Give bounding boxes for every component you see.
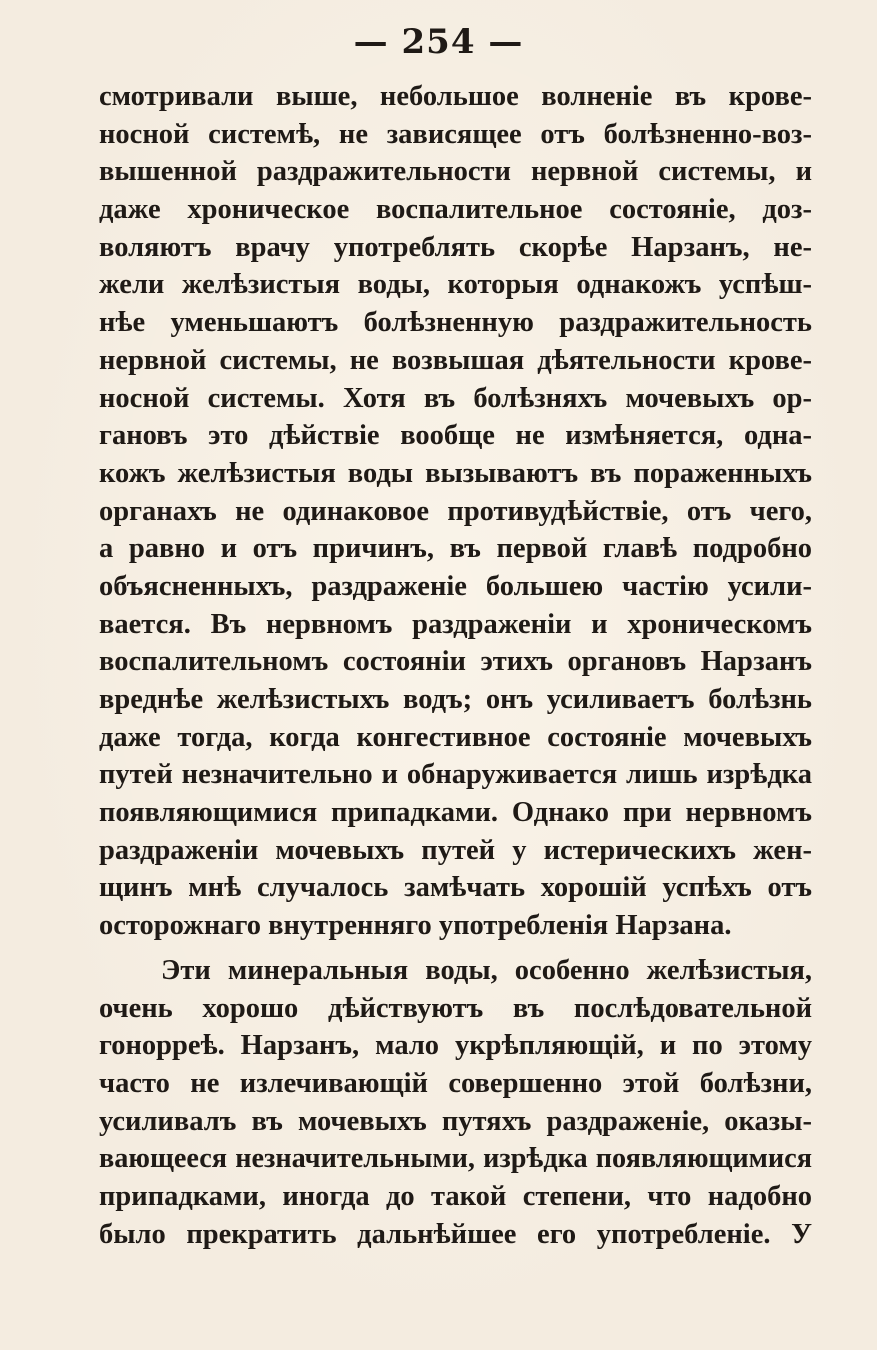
paragraph-1 [99, 78, 812, 945]
text-line: вается. Въ нервномъ раздраженіи и хроническомъ [99, 608, 812, 640]
text-line: нервной системы, не возвышая дѣятельности крове- [99, 344, 812, 376]
text-line: даже хроническое воспалительное состояніе, доз- [99, 194, 812, 226]
text-line: появляющимися припадками. Однако при нервномъ [99, 797, 812, 829]
text-line: а равно и отъ причинъ, въ первой главѣ подробно [99, 533, 812, 565]
paragraph-2 [99, 952, 812, 1254]
text-line: гонорреѣ. Нарзанъ, мало укрѣпляющій, и по этому [99, 1030, 812, 1062]
text-line: жели желѣзистыя воды, которыя однакожъ успѣш- [99, 269, 812, 301]
text-line: кожъ желѣзистыя воды вызываютъ въ пораженныхъ [99, 457, 812, 489]
text-line: носной системы. Хотя въ болѣзняхъ мочевыхъ ор- [99, 382, 812, 414]
text-line: вышенной раздражительности нервной системы, и [99, 156, 812, 188]
text-line: щинъ мнѣ случалось замѣчать хорошій успѣхъ отъ [99, 872, 812, 904]
text-line: часто не излечивающій совершенно этой болѣзни, [99, 1067, 812, 1099]
text-line: усиливалъ въ мочевыхъ путяхъ раздраженіе, оказы- [99, 1105, 812, 1137]
text-line: воляютъ врачу употреблять скорѣе Нарзанъ, не- [99, 231, 812, 263]
text-line: гановъ это дѣйствіе вообще не измѣняется, одна- [99, 420, 812, 452]
text-line: объясненныхъ, раздраженіе большею частію усили- [99, 570, 812, 602]
text-line: раздраженіи мочевыхъ путей у истерическихъ жен- [99, 834, 812, 866]
text-line: смотривали выше, небольшое волненіе въ крове- [99, 81, 812, 112]
text-line: даже тогда, когда конгестивное состояніе мочевыхъ [99, 721, 812, 753]
text-line: очень хорошо дѣйствуютъ въ послѣдовательной [99, 992, 812, 1024]
text-line: припадками, иногда до такой степени, что надобно [99, 1180, 812, 1212]
body-text [99, 78, 812, 1253]
text-line: Эти минеральныя воды, особенно желѣзистыя, [161, 954, 812, 986]
text-line: вреднѣе желѣзистыхъ водъ; онъ усиливаетъ болѣзнь [99, 684, 812, 715]
text-line: было прекратить дальнѣйшее его употребленіе. У [99, 1218, 812, 1250]
text-line: воспалительномъ состояніи этихъ органовъ Нарзанъ [99, 646, 812, 678]
text-line: органахъ не одинаковое противудѣйствіе, отъ чего, [99, 495, 812, 527]
text-line: нѣе уменьшаютъ болѣзненную раздражительность [99, 307, 812, 339]
text-line: осторожнаго внутренняго употребленія Нарзана. [99, 910, 732, 942]
text-line: носной системѣ, не зависящее отъ болѣзненно-воз- [99, 118, 812, 150]
paragraph-gap [99, 945, 812, 952]
page-number: — 254 — [353, 22, 524, 62]
text-line: путей незначительно и обнаруживается лишь изрѣдка [99, 759, 812, 791]
text-line: вающееся незначительными, изрѣдка появляющимися [99, 1143, 812, 1175]
